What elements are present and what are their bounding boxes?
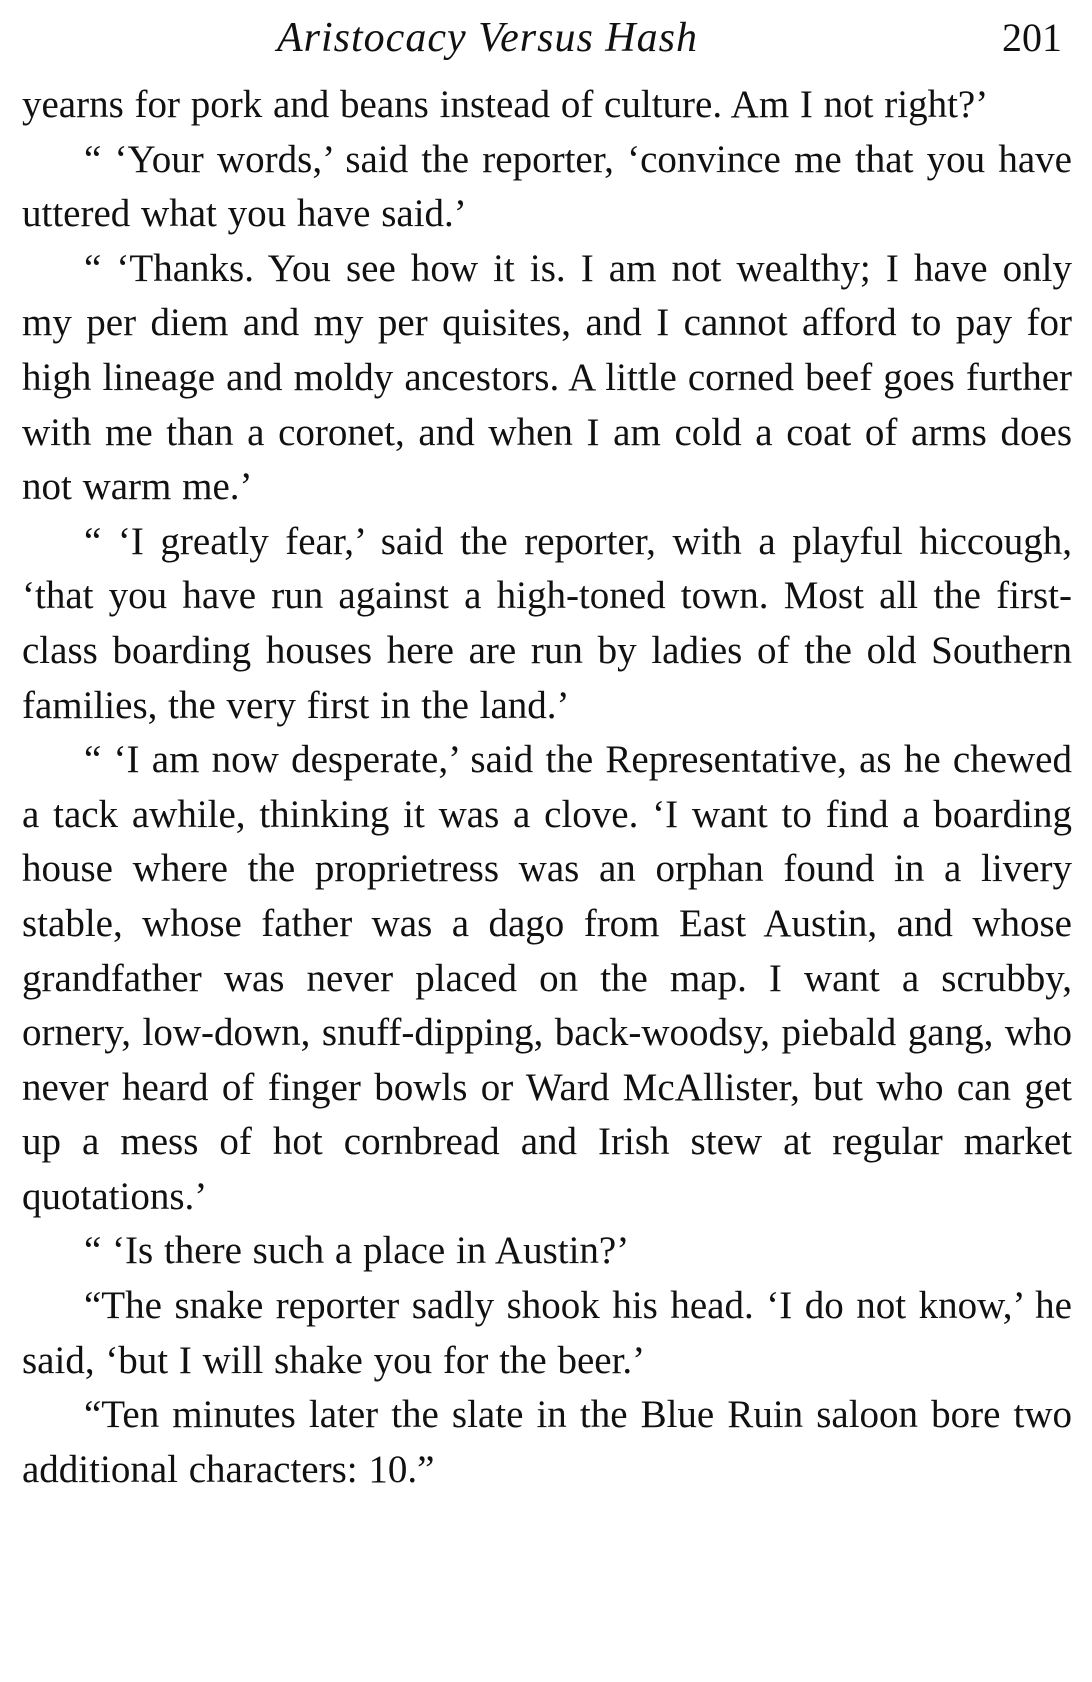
running-head: [22, 0, 1072, 78]
paragraph: “ ‘Thanks. You see how it is. I am not wealthy; I have only my per diem and my per quisites, and I cannot afford to pay for high lineage and moldy ancestors. A little corned beef goes further with me than a coronet, and when I am cold a coat of arms does not warm me.’: [22, 246, 1072, 509]
paragraph: “ ‘I greatly fear,’ said the reporter, with a playful hiccough, ‘that you have run against a high-toned town. Most all the first-class boarding houses here are run by ladies of the old Southern families, the very first in the land.’: [22, 519, 1072, 727]
running-title: Aristocacy Versus Hash: [277, 15, 698, 61]
paragraph: “ ‘Your words,’ said the reporter, ‘convince me that you have uttered what you have said.’: [22, 137, 1072, 236]
body-text: [22, 78, 1072, 1497]
page-number: 201: [1002, 15, 1062, 60]
paragraph: “ ‘Is there such a place in Austin?’: [84, 1229, 630, 1273]
paragraph: “ ‘I am now desperate,’ said the Representative, as he chewed a tack awhile, thinking it was a clove. ‘I want to find a boarding house where the proprietress was an orphan found in a livery stable, whose father was a dago from East Austin, and whose grandfather was never placed on the map. I want a scrubby, ornery, low-down, snuff-dipping, back-woodsy, piebald gang, who never heard of finger bowls or Ward McAllister, but who can get up a mess of hot cornbread and Irish stew at regular market quotations.’: [22, 738, 1072, 1218]
paragraph-continuation: yearns for pork and beans instead of culture. Am I not right?’: [22, 83, 989, 126]
paragraph: “The snake reporter sadly shook his head. ‘I do not know,’ he said, ‘but I will shake you for the beer.’: [22, 1284, 1072, 1382]
book-page: [22, 0, 1072, 1497]
paragraph: “Ten minutes later the slate in the Blue Ruin saloon bore two additional characters: 10.”: [22, 1393, 1072, 1491]
